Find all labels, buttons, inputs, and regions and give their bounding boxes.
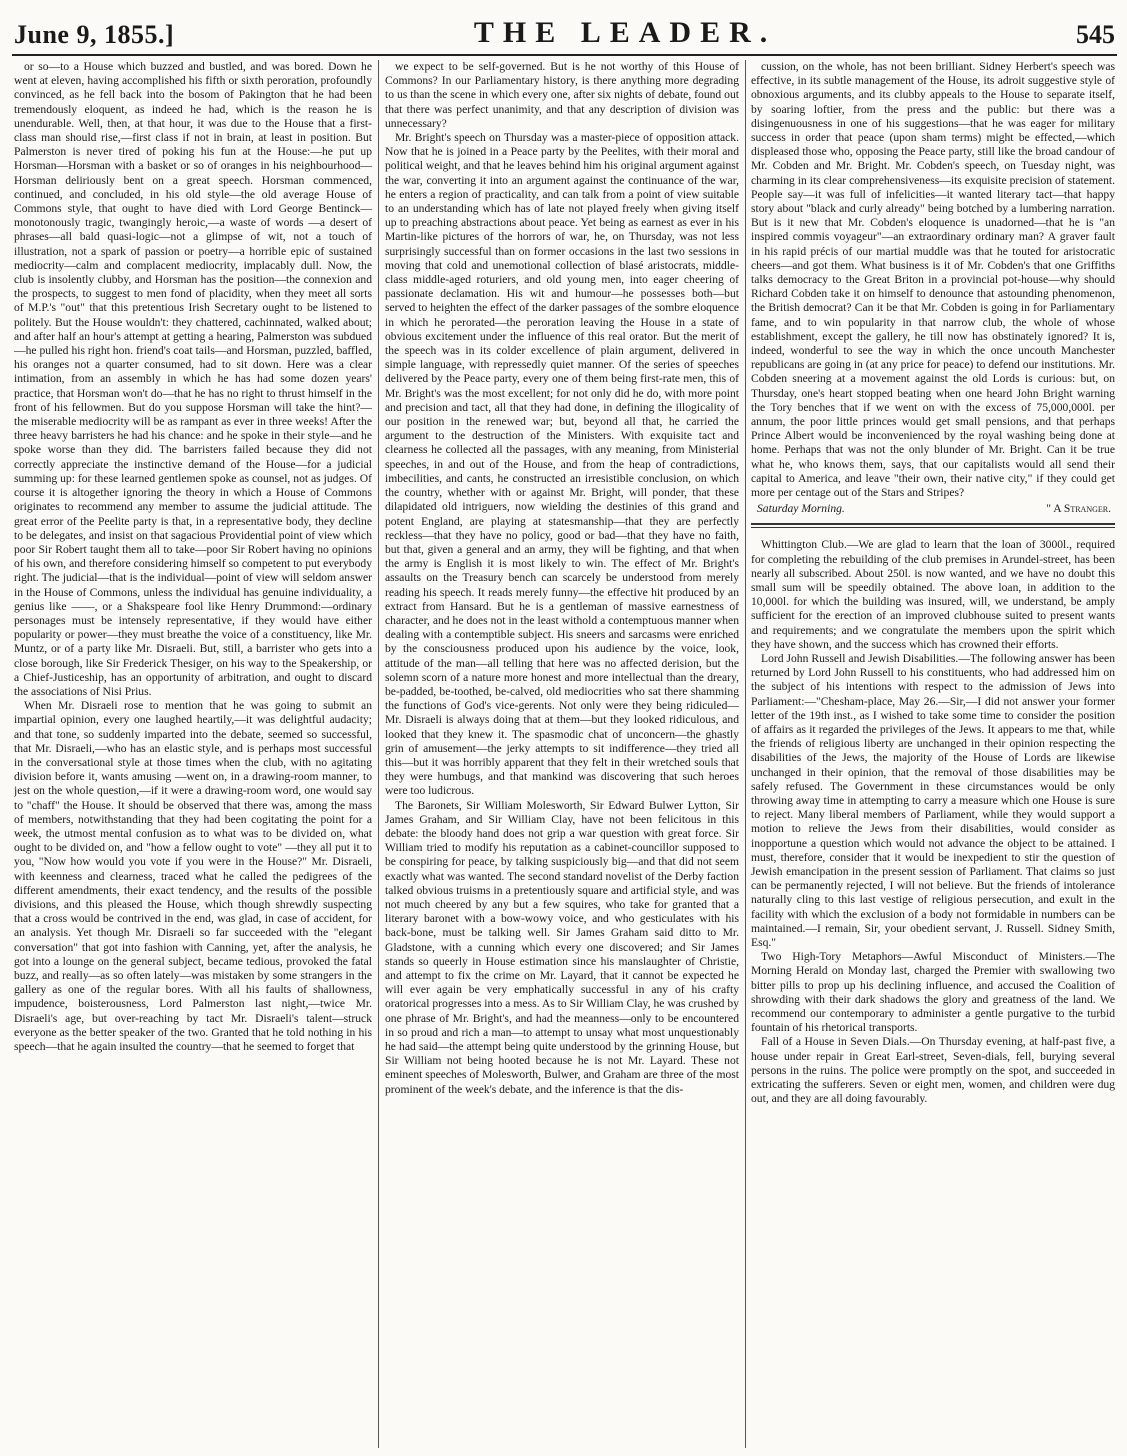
article-signature (751, 502, 1115, 515)
paragraph: we expect to be self-governed. But is he not worthy of this House of Commons? In our Parliamentary history, is there anything more degrading to us than the scene in which every one, after six nights of debate, found out that there was perfect unanimity, and that any description of division was unnecessary? (385, 60, 739, 130)
masthead (12, 6, 1117, 56)
column-1 (14, 60, 372, 1448)
paragraph: When Mr. Disraeli rose to mention that he was going to submit an impartial opinion, every one laughed heartily,—it was delightful audacity; and that tone, so suddenly imparted into the debate, seemed so successful, that Mr. Disraeli,—who has an elastic style, and is perhaps most successful in the conversational style at those times when the club, with no agitating division before it, wants amusing —went on, in a drawing-room manner, to jest on the whole question,—if it were a drawing-room word, one would say to "chaff" the House. It should be observed that there was, among the mass of members, notwithstanding that they had been cogitating the point for a week, the utmost mental confusion as to what was to be divided on, what ought to be divided on, and "how a fellow ought to vote" —they all put it to you, "Now how would you vote if you were in the House?" Mr. Disraeli, with keenness and clearness, traced what he called the pedigrees of the different amendments, their exact tendency, and the results of the possible divisions, and this pleased the House, which though shrewdly suspecting that a cross would be contrived in the end, was glad, in case of accident, for an analysis. Yet though Mr. Disraeli so far succeeded with the "elegant conversation" that got into fashion with Canning, yet, after the analysis, he got into a lounge on the general subject, became tedious, provoked the fatal buzz, and really—as so often lately—was mistaken by some strangers in the gallery as one of the regular bores. With all his faults of shallowness, impudence, boisterousness, Lord Palmerston last night,—twice Mr. Disraeli's age, but over-reaching by tact Mr. Disraeli's talent—struck everyone as the better speaker of the two. Granted that he told nothing in his speech—that he again insulted the country—that he seemed to forget that (14, 699, 372, 1054)
news-note: Two High-Tory Metaphors—Awful Misconduct of Ministers.—The Morning Herald on Monday last, charged the Premier with swallowing two bitter pills to prop up his declining influence, and accused the Coalition of shrowding with their dark shadows the glory and greatness of the land. We recommend our contemporary to administer a gentle purgative to the turbid fountain of his rhetorical transports. (751, 950, 1115, 1035)
news-note: Whittington Club.—We are glad to learn that the loan of 3000l., required for completing the rebuilding of the club premises in Arundel-street, has been nearly all subscribed. About 250l. is now wanted, and we have no doubt this small sum will be speedily obtained. The above loan, in addition to the 10,000l. for which the building was insured, will, we understand, be amply sufficient for the erection of an improved clubhouse suited to present wants and requirements; and we congratulate the members upon the spirit which they have shown, and the success which has crowned their efforts. (751, 538, 1115, 651)
paragraph: or so—to a House which buzzed and bustled, and was bored. Down he went at eleven, having accomplished his fifth or sixth peroration, profoundly convinced, as he fell back into the bosom of Pakington that he had been tremendously eloquent, as indeed he had, which is the reason he is unendurable. Well, then, at that hour, it was due to the House that a first-class man should rise,—first class if not in brain, at least in position. But Palmerston is never tired of poking his fun at the House:—he put up Horsman—Horsman with a basket or so of oranges in his neighbourhood—Horsman deliriously bent on a great speech. Horsman commenced, continued, and concluded, in his old style—the old average House of Commons style, that ought to have died with Lord George Bentinck—monotonously tragic, twangingly heroic,—a waste of words —a desert of phrases—all bald quasi-logic—not a glimpse of wit, not a touch of illustration, not a spark of passion or poetry—a horrible epic of sustained mediocrity—calm and complacent mediocrity, implacably dull. Now, the club is insolently clubby, and Horsman has the position—the connexion and the prospects, to suggest to men fond of placidity, when they meet all sorts of M.P.'s "out" that this pretentious Irish Secretary ought to be listened to politely. But the House wouldn't: they chattered, cachinnated, walked about; and after half an hour's attempt at getting a hearing, Palmerston was subdued—he pulled his right hon. friend's coat tails—and Horsman, puzzled, baffled, his oranges not a quarter consumed, had to sit down. Here was a clear intimation, from an assembly in which he has had some dozen years' practice, that Horsman won't do—that he has no right to thrust himself in the front of his fellowmen. But do you suppose Horsman will take the hint?—the miserable mediocrity will be as rampant as ever in three weeks! After the three heavy barristers he had his chance: and he spoke in their style—and he spoke worse than they did. The barristers failed because they did not correctly appreciate the instinctive demand of the House—for a judicial summing up: for these learned gentlemen spoke as counsel, not as judges. Of course it is altogether ignoring the theory in which a House of Commons originates to recommend any member to assume the judicial attitude. The great error of the Peelite party is that, in a representative body, they decline to be delegates, and insist on that sagacious Providential point of view which poor Sir Robert taught them all to take—poor Sir Robert having no opinions of his own, and therefore considering himself so competent to put everybody right. The judicial—that is the individual—point of view will seldom answer in the House of Commons, unless the individual has genuine individuality, a genius like ——, or a Shakspeare fool like Henry Drummond:—ordinary personages must be intensely representative, if they would have either popularity or power—they must breathe the voice of a constituency, like Mr. Muntz, or of a party like Mr. Disraeli. But, still, a barrister who gets into a close borough, like Sir Frederick Thesiger, on his way to the Speakership, or a Chief-Justiceship, has an opportunity of arbitration, and ought to discard the associations of Nisi Prius. (14, 60, 372, 698)
issue-date: June 9, 1855.] (14, 20, 175, 49)
page-number: 545 (1075, 20, 1115, 49)
column-rule (745, 60, 746, 1448)
section-divider (751, 523, 1115, 528)
signature-time: Saturday Morning. (757, 502, 845, 516)
column-2 (385, 60, 739, 1448)
column-3 (751, 60, 1115, 1448)
paragraph: cussion, on the whole, has not been brilliant. Sidney Herbert's speech was effective, in its subtle management of the House, its adroit suggestive style of obnoxious arguments, and its clubby appeals to the House to separate itself, by soaring loftier, from the press and the public: but there was a disingenuousness in one of his suggestions—that he was eager for military success in order that peace (upon sham terms) might be effected,—which displeased those who, opposing the Peace party, still like the broad candour of Mr. Cobden and Mr. Bright. Mr. Cobden's speech, on Tuesday night, was charming in its clear comprehensiveness—its exquisite precision of statement. People say—it was full of infelicities—it wanted literary tact—that happy story about "black and curly already" being botched by a lumbering narration. But is it new that Mr. Cobden's eloquence is unadorned—that he is "an inspired commis voyageur"—an extraordinary ordinary man? A graver fault in his rapid précis of our martial muddle was that he touted for aristocratic cheers—and got them. What business is it of Mr. Cobden's that one Griffiths talks democracy to the Great Briton in a provincial pot-house—why should Richard Cobden take it on himself to denounce that astounding phenomenon, the British democrat? Can it be that Mr. Cobden is going in for Parliamentary fame, and to win popularity in that narrow club, the whole of whose establishment, except the gallery, he till now has obstinately ignored? It is, indeed, wonderful to see the way in which the once uncouth Manchester republicans are going in (at any price for peace) to defend our institutions. Mr. Cobden sneering at a movement against the old Lords is curious: but, on Thursday, one's heart stopped beating when one heard John Bright warning the Tory benches that if we went on with the excess of 75,000,000l. per annum, the poor little princes would get small pensions, and that perhaps Prince Albert would be inconvenienced by the royal washing being done at home. Perhaps that was not the only blunder of Mr. Bright. Can it be true what he, who knows them, says, that our capitalists would all send their capital to America, and leave "their own, their native city," if they could get more per centage out of the Stars and Stripes? (751, 60, 1115, 500)
newspaper-title: THE LEADER. (473, 16, 777, 49)
news-note: Fall of a House in Seven Dials.—On Thursday evening, at half-past five, a house under repair in Great Earl-street, Seven-dials, fell, burying several persons in the ruins. The police were promptly on the spot, and succeeded in extricating the sufferers. Seven or eight men, women, and children were dug out, and they are all doing favourably. (751, 1035, 1115, 1106)
text-columns (12, 60, 1117, 1450)
news-note: Lord John Russell and Jewish Disabilities.—The following answer has been returned by Lord John Russell to his constituents, who had addressed him on the subject of his intentions with respect to the admission of Jews into Parliament:—"Chesham-place, May 26.—Sir,—I did not answer your former letter of the 19th inst., as I wished to take some time to consider the position of affairs as it regarded the privileges of the Jews. It appears to me that, while the friends of religious liberty are unchanged in their opinion respecting the disabilities of the Jews, the majority of the House of Lords are likewise unchanged in their opinion, that the removal of those disabilities may be safely refused. The Government in these circumstances would be only throwing away time in attempting to carry a measure which one House is sure to reject. Many liberal members of Parliament, while they would support a motion to relieve the Jews from their disabilities, would consider as inopportune a question which would not advance the object to be attained. I must, therefore, consider that it would be inexpedient to stir the question of Jewish emancipation in the present session of Parliament. That claims so just can be permanently rejected, I will not believe. But the friends of intolerance naturally cling to this last vestige of religious persecution, and exult in the facility with which the exclusion of a body not formidable in numbers can be maintained.—I remain, Sir, your obedient servant, J. Russell. Sidney Smith, Esq." (751, 651, 1115, 949)
column-rule (378, 60, 379, 1448)
signature-name: " A Stranger. (1046, 502, 1111, 516)
paragraph: The Baronets, Sir William Molesworth, Sir Edward Bulwer Lytton, Sir James Graham, and Sir William Clay, have not been felicitous in this debate: the bloody hand does not grip a war question with great force. Sir William tried to modify his reputation as a cabinet-councillor supposed to be conspiring for peace, by talking suspiciously big—and that did not seem exactly what was wanted. The second standard novelist of the Derby faction talked obvious truisms in a pretentiously square and artificial style, and was not much cheered by any but a few squires, who take for granted that a literary baronet with a bow-wowy voice, and who gesticulates with his back-bone, must be talking well. Sir James Graham said ditto to Mr. Gladstone, with a cunning which every one discovered; and Sir James stands so queerly in House estimation since his manslaughter of Christie, and attempt to fix the crime on Mr. Layard, that it cannot be expected he will ever again be very emphatically successful in any of his crafty oratorical progresses into a mess. As to Sir William Clay, he was crushed by one phrase of Mr. Bright's, and had the meanness—only to be encountered in so proud and rich a man—to attempt to unsay what most unquestionably he had said—the attempt being quite understood by the grinning House, but Sir William not being hooted because he is not Mr. Layard. These not eminent speeches of Molesworth, Bulwer, and Graham are three of the most prominent of the week's debate, and the inference is that the dis- (385, 798, 739, 1096)
paragraph: Mr. Bright's speech on Thursday was a master-piece of opposition attack. Now that he is joined in a Peace party by the Peelites, with their moral and political weight, and that he leaves behind him his original argument against the war, converting it into an argument against the continuance of the war, he enters a region of practicality, and can talk from a point of view suitable to an understanding which has of late not played freely when giving itself up to preaching abstractions about peace. Yet being as earnest as ever in his Martin-like pictures of the horrors of war, he, on Thursday, was not less surprisingly successful than on former occasions in the last two sessions in moving that cold and unemotional collection of blasé aristocrats, middle-class middle-aged roturiers, and old young men, into eager cheering of passionate declamation. His wit and humour—he possesses both—but served to heighten the effect of the darker passages of the sombre eloquence in which he perorated—the peroration leaving the House in a state of obvious excitement under the influence of this real orator. But the merit of the speech was in its colder excellence of plain argument, delivered in simple language, with repressedly quiet manner. Of the series of speeches delivered by the Peace party, every one of them being first-rate men, this of Mr. Bright's was the most excellent; for not only did he do, with more point and precision and tact, all that they had done, in defining the illogicality of our position in the renewed war; but, beyond all that, he carried the argument to the destruction of the Ministers. With exquisite tact and clearness he collected all the passages, with any meaning, from Ministerial speeches, in and out of the House, and from the heap of contradictions, imbecilities, and cants, he constructed an irresistible conclusion, on which the country, whether with or against Mr. Bright, will ponder, that these dilapidated old intriguers, now wielding the destinies of this grand and potent England, are playing at statesmanship—that they are perfectly reckless—that they have no policy, good or bad—that they have no faith, but that, given a general and an army, they will be fighting, and that when the army is English it is most likely to win. The effect of Mr. Bright's assaults on the Treasury bench can scarcely be understood from merely reading his speech. It reads merely funny—the effective hit produced by an extract from Hansard. But he is a gentleman of massive earnestness of character, and he does not in the least withold a contemptuous manner when dealing with a contemptible subject. His sneers and sarcasms were enriched by the consciousness produced upon his audience by the voice, look, attitude of the man—all telling that here was no affected derision, but the solemn scorn of a nature more honest and more intellectual than the dreary, be-padded, be-toothed, be-calved, old mediocrities who sat there shamming the functions of God's vice-gerents. Not only were they being ridiculed—Mr. Disraeli is always doing that at them—but they looked ridiculous, and looked that they knew it. The spasmodic chat of unconcern—the ghastly grin of amusement—the jerky attempts to sit indifference—they tried all this—but it was horribly apparent that they felt in their wretched souls that they were humbugs, and that mankind was discovering that such heroes were too ludicrous. (385, 131, 739, 798)
